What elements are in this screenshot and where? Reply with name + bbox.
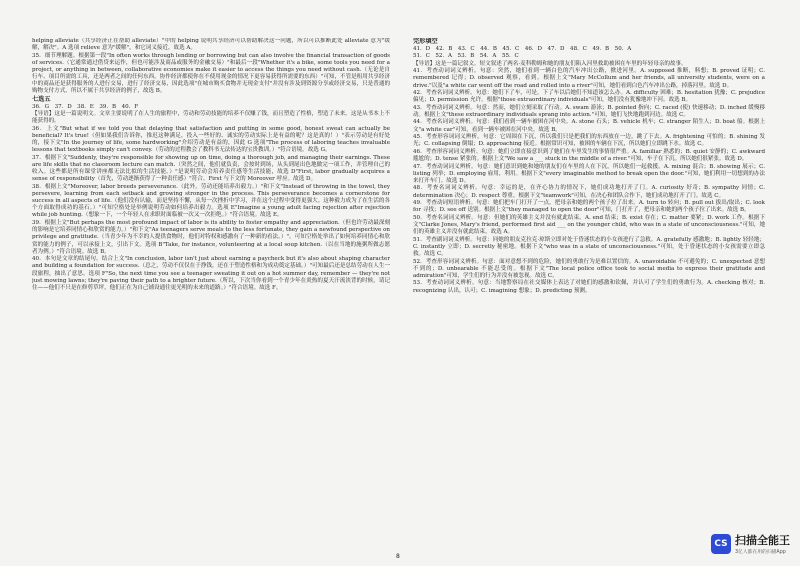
answer-paragraph: helping alleviate（共享经济正在帮助 alleviate）"中的 helping 说明共享经济可以帮助解决这一问题，所以可以推断此处 alleviate 意为"缓解，解决"。A 选项 relieve 意为"缓解"，和它词义接近，故选 A。 [32, 38, 390, 52]
answer-paragraph: 44．考查名词词义辨析。句意：我们看到一辆车被困在河中央。A. stone 石头；B. vehicle 机车；C. stranger 陌生人；D. boat 船。根据上文"a white car"可知，看到一辆车被困在河中央。故选 B。 [413, 119, 765, 133]
answer-paragraph: 37．根据下文"Suddenly, they're responsible for showing up on time, doing a thorough job, and managing their earnings. These are life skills that no classroom lecture can match.（突然之间，他们就负责，会按时到场，从头到尾出色地做完一项工作，并管理自己的收入。这些都是所有课堂讲座都无法比拟的生活技能。）"是说明劳动会培养责任感等生活技能，故选 D"First, labor gradually acquires a sense of responsibility（首先，劳动逐渐获得了一种责任感）"符合。First 与下文的 Moreover 呼应。故选 D。 [32, 154, 390, 183]
answer-paragraph: 42．考查名词词义辨析。句意：她们下了车，可是，下了车以后她们不知道该怎么办。A. difficulty 困难；B. hesitation 犹豫；C. prejudice 偏见；D. permission 允许。根据"those extraordinary individuals"可知，她们没有犹豫地冲下河。故选 B。 [413, 90, 765, 104]
answer-paragraph: 41．考查动词词义辨析。句意：突然，她们看到一辆白色的汽车冲出公路，掀进河里。A. supposed 推断，料想；B. proved 证明；C. remembered 记得；D. observed 观察，看到。根据上文"Mary McCollum and her friends, all university students, were on a drive."以及"a white car went off the road and rolled into a river"可知，她们看到白色汽车冲出公路，掉落河里。故选 D。 [413, 68, 765, 89]
section-heading: 七选五 [32, 96, 51, 104]
watermark-text [735, 532, 790, 555]
camscanner-watermark [711, 532, 790, 555]
answer-paragraph: 36．上文"But what if we told you that delaying that satisfaction and putting in some good, honest sweat can actually be beneficial? It's true!（但如果我们告诉你，推迟这种满足，投入一些好的、诚实的劳动实际上是有益的呢？这是真的！）"表示劳动是有好处的，接下文"In the journey of life, some hardworking"介绍劳动是有益的，因此 G 选项"The process of laboring teaches invaluable lessons that textbooks simply can't convey.（劳动的过程教会了教科书无法传达的宝贵教训。）"符合语境。故选 G。 [32, 125, 390, 154]
page-number: 8 [396, 553, 400, 560]
answer-paragraph: 48．考查名词词义辨析。句意：幸运的是，在齐心协力的情况下，她们成功地打开了门。A. curiosity 好奇；B. sympathy 同情；C. determination 决心；D. respect 尊重。根据下文"teamwork"可知，在决心和团队合作下，她们成功地打开了门。故选 C。 [413, 185, 765, 199]
answer-paragraph: 【导语】这是一篇记叙文。短文叙述了两名·麦科勒姆和她的朋友们陷入河里救助被困在车里的年轻母亲的故事。 [413, 60, 687, 67]
answer-paragraph: 49．考查动词短语辨析。句意：她们把车门打开了一点，把母亲和她的两个孩子拉了出来。A. turn to 转向；B. pull out 拔出/取出；C. look for 寻找；D. see off 送别。根据上文"they managed to open the door"可知，门打开了，把母亲和她的两个孩子拉了出来。故选 B。 [413, 200, 765, 214]
answer-paragraph: 38．根据上文"Moreover, labor breeds perseverance.（此外，劳动还能培养出毅力。）"和下文"Instead of throwing in the towel, they persevere, learning from each setback and growing stronger in the process. This perseverance becomes a cornerstone for success in all aspects of life.（他们没有认输，而是坚持不懈，从每一次挫折中学习，并在这个过程中变得更强大。这种毅力成为了在生活的各个方面取得成功的基石。）"可知空格处是举例说明劳动如何培养出毅力。选项 E"Imagine a young adult facing rejection after rejection while job hunting.（想象一下，一个年轻人在求职时面临被一次又一次拒绝。）"符合语境。故选 E。 [32, 183, 390, 219]
answer-paragraph: 【导语】这是一篇说明文。文章主要说明了在人生的旅程中，劳动和劳动技能的培养不仅赚了钱，而且塑造了性格，塑造了未来。这是从书本上不能获得的。 [32, 111, 390, 125]
answer-paragraph: 51．考查副词词义辨析。句意：同她的朋友克拉克·琼斯立即对处于昏迷状态的小女孩进行了急救。A. gratefully 感激地；B. lightly 轻轻地；C. instantly 立即；D. secretly 秘密地。根据下文"who was in a state of unconsciousness."可知，处于昏迷状态的小女孩需要立即急救。故选 C。 [413, 236, 765, 257]
answer-paragraph: 52．考查形容词词义辨析。句意：面对意想不到的危险，她们的勇敢行为是难以置信的。A. unavoidable 不可避免的；C. unexpected 意想不到的；D. unbearable 不能忍受的。根据下文"The local police office took to social media to express their gratitude and admiration"可知，学生们的行为并没有被忽视。故选 C。 [413, 258, 765, 279]
answer-paragraph: 47．考查动词词义辨析。句意：她们意识到她和她的朋友们在车里的人在下沉，所以她们一起救援。A. mixing 混合；B. showing 展示；C. listing 列举；D. employing 雇用，利用。根据下文"every imaginable method to break open the door."可知，她们利用一切想到的办法来打开车门。故选 D。 [413, 163, 765, 184]
camscanner-logo-icon: CS [711, 534, 731, 554]
left-column [32, 38, 390, 543]
answer-paragraph: 39．根据上文"But perhaps the most profound impact of labor is its ability to foster empathy and appreciation.（但也许劳动最深刻的影响是它培养同情心和欣赏的能力。）"和下文"As teenagers serve meals to the less fortunate, they gain a newfound perspective on privilege and gratitude.（当青少年为不幸的人提供食物时，他们对特权和感激有了一种新的看法。）"。可知空格处举出了如何培养同情心和欣赏的能力的例子，可以承接上文，引出下文。选项 B"Take, for instance, volunteering at a local soup kitchen.（以在当地的施粥所做志愿者为例。）"符合语境。故选 B。 [32, 220, 390, 255]
answer-paragraph: 35．细节理解题。根据第一段"In often works through lending or borrowing but can also involve the financial transaction of goods of services.（它通常通过借贷来运作，但也可能涉及商品或服务的金融交易）"和最后一段"Whether it's a bike, some tools you need for a project, or anything in between, collaborative economies make it easier to access the things you need without cash.（无论是自行车、项目所需的工具，还是两者之间的任何东西，协作经济都使你在不使用现金的情况下更容易获得所需要的东西）"可知，不管是租用共享经济中的商品还是获得服务的人进行交易，进行了经济交易，因此选项"在城市购买食物并无现金支付"并没有涉及到资源分享或经济交易，只是普通的购物支付方式，所以不属于共享经济的例子，故选 B。 [32, 52, 390, 95]
watermark-brand-name: 扫描全能王 [735, 534, 790, 547]
answer-paragraph: 45．考查形容词词义辨析。句意：它周围在下沉，所以我们只是把我们的东西放在一边，跳了下去。A. frightening 可怕的；B. shining 发光；C. collapsing 倒塌；D. approaching 接近。根据常识可知，被困的车辆在下沉，所以她们立即跳下水。故选 C。 [413, 134, 765, 148]
right-column [413, 38, 765, 543]
answer-paragraph: 53．考查动词词义辨析。句意：当地警察局在社交媒体上表达了对她们的感激和钦佩，并认可了学生们的勇敢行为。A. checking 核对；B. recognizing 认出，认可；C. imagining 想象；D. predicting 预测。 [413, 280, 765, 294]
answer-paragraph: 36．G 37．D 38．E 39．B 40．F [32, 103, 139, 110]
answer-paragraph: 50．考查名词词义辨析。句意：但她们的英雄主义并没有就此结束。A. end 结束；B. exist 存在；C. matter 要紧；D. work 工作。根据下文"Clarke Jones, Mary's friend, performed first aid ___ on the younger child, who was in a state of unconsciousness."可知，她们的英雄主义并没有就此结束。故选 A。 [413, 214, 765, 236]
answer-paragraph: 40．本句是文章的结尾句。结合上文"In conclusion, labor isn't just about earning a paycheck but it's also about shaping character and building a foundation for success.（总之，劳动不仅仅在于挣钱，还在于塑造性格和为成功奠定基础。）"可知最后还是总结劳动在人生一段旅程，抽出了意思。选项 F"So, the next time you see a teenager sweating it out on a hot summer day, remember — they're not just mowing lawns; they're paving their path to a brighter future.（所以，下次当你看到一个青少年在炎热的夏天汗流浃背的时候，请记住——他们不只是在修剪草坪，他们正在为自己铺设通往更光明的未来的道路。）"符合语境。故选 F。 [32, 256, 390, 291]
watermark-tagline: 3亿人都在用的扫描App [735, 550, 786, 555]
answer-paragraph: 46．考查形容词词义辨析。句意：她们立即直接意识到了她们在车里发生的事情很严重。A. familiar 熟悉的；B. quiet 安静的；C. awkward 尴尬的；D. tense 紧张的。根据上文"We saw a ___ stuck in the middle of a river."可知，车子在下沉。所以她们很紧张。故选 D。 [413, 148, 765, 163]
answer-paragraph: 51．C 52．A 53．B 54．A 55．C [413, 53, 519, 60]
answer-paragraph: 43．考查动词词义辨析。句意：然而，她们立刻采取了行动。A. swam 游泳；B. pointed 指向；C. raced (使) 快速移动；D. inched 缓慢移动。根据上文"these extraordinary individuals sprang into action."可知，她们飞快地跑到河边。故选 C。 [413, 104, 765, 118]
answer-paragraph: 41．D 42．B 43．C 44．B 45．C 46．D 47．D 48．C 49．B 50．A [413, 45, 632, 52]
section-heading: 完形填空 [413, 38, 438, 45]
